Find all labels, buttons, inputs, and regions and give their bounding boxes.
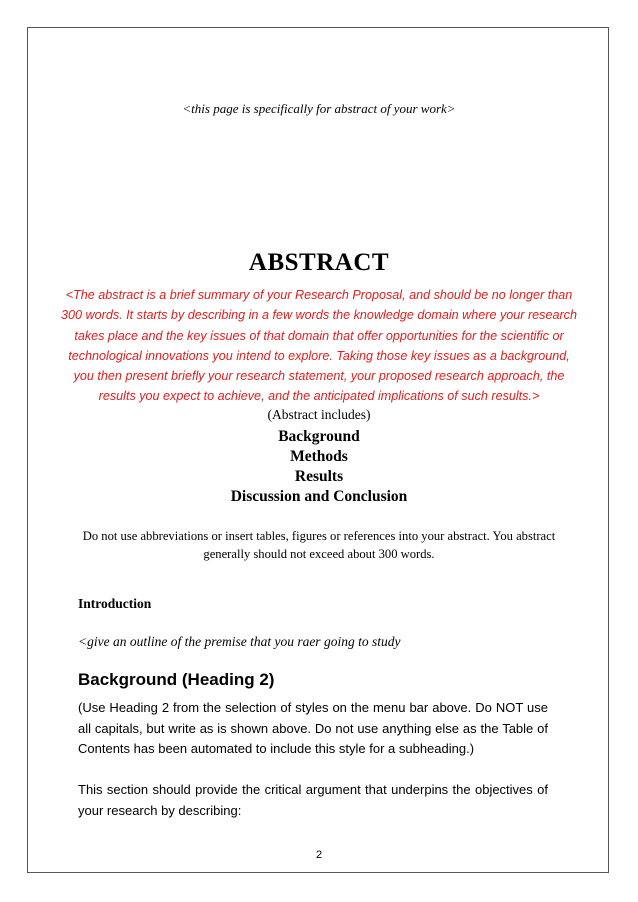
abstract-part-background: Background: [278, 428, 360, 445]
introduction-outline: <give an outline of the premise that you raer going to study: [78, 634, 401, 649]
background-heading: Background (Heading 2): [78, 670, 275, 689]
abstract-instruction: <The abstract is a brief summary of your Research Proposal, and should be no longer than 300 words. It starts by describing in a few words the knowledge domain where your research takes place and the key issues of that domain that offer opportunities for the scientific or technological innovations you intend to explore. Taking those key issues as a background, you then present briefly your research statement, your proposed research approach, the results you expect to achieve, and the anticipated implications of such results.>: [61, 288, 577, 404]
abstract-parts-list: [60, 427, 578, 507]
abstract-title: ABSTRACT: [248, 249, 390, 276]
abstract-part-methods: Methods: [290, 448, 348, 465]
abstract-includes-label: (Abstract includes): [267, 407, 371, 422]
abstract-part-results: Results: [294, 468, 344, 485]
introduction-heading: Introduction: [78, 596, 152, 611]
background-paragraph-2: This section should provide the critical argument that underpins the objectives of your research by describing:: [78, 782, 548, 818]
abstract-notice: Do not use abbreviations or insert tables, figures or references into your abstract. You abstract generally should not exceed about 300 words.: [82, 529, 556, 561]
abstract-page-note: <this page is specifically for abstract of your work>: [182, 101, 456, 116]
abstract-part-discussion: Discussion and Conclusion: [230, 488, 408, 505]
page-number: 2: [315, 849, 323, 861]
background-paragraph-1: (Use Heading 2 from the selection of styles on the menu bar above. Do NOT use all capitals, but write as is shown above. Do not use anything else as the Table of Contents has been automated to include this style for a subheading.): [78, 700, 548, 756]
